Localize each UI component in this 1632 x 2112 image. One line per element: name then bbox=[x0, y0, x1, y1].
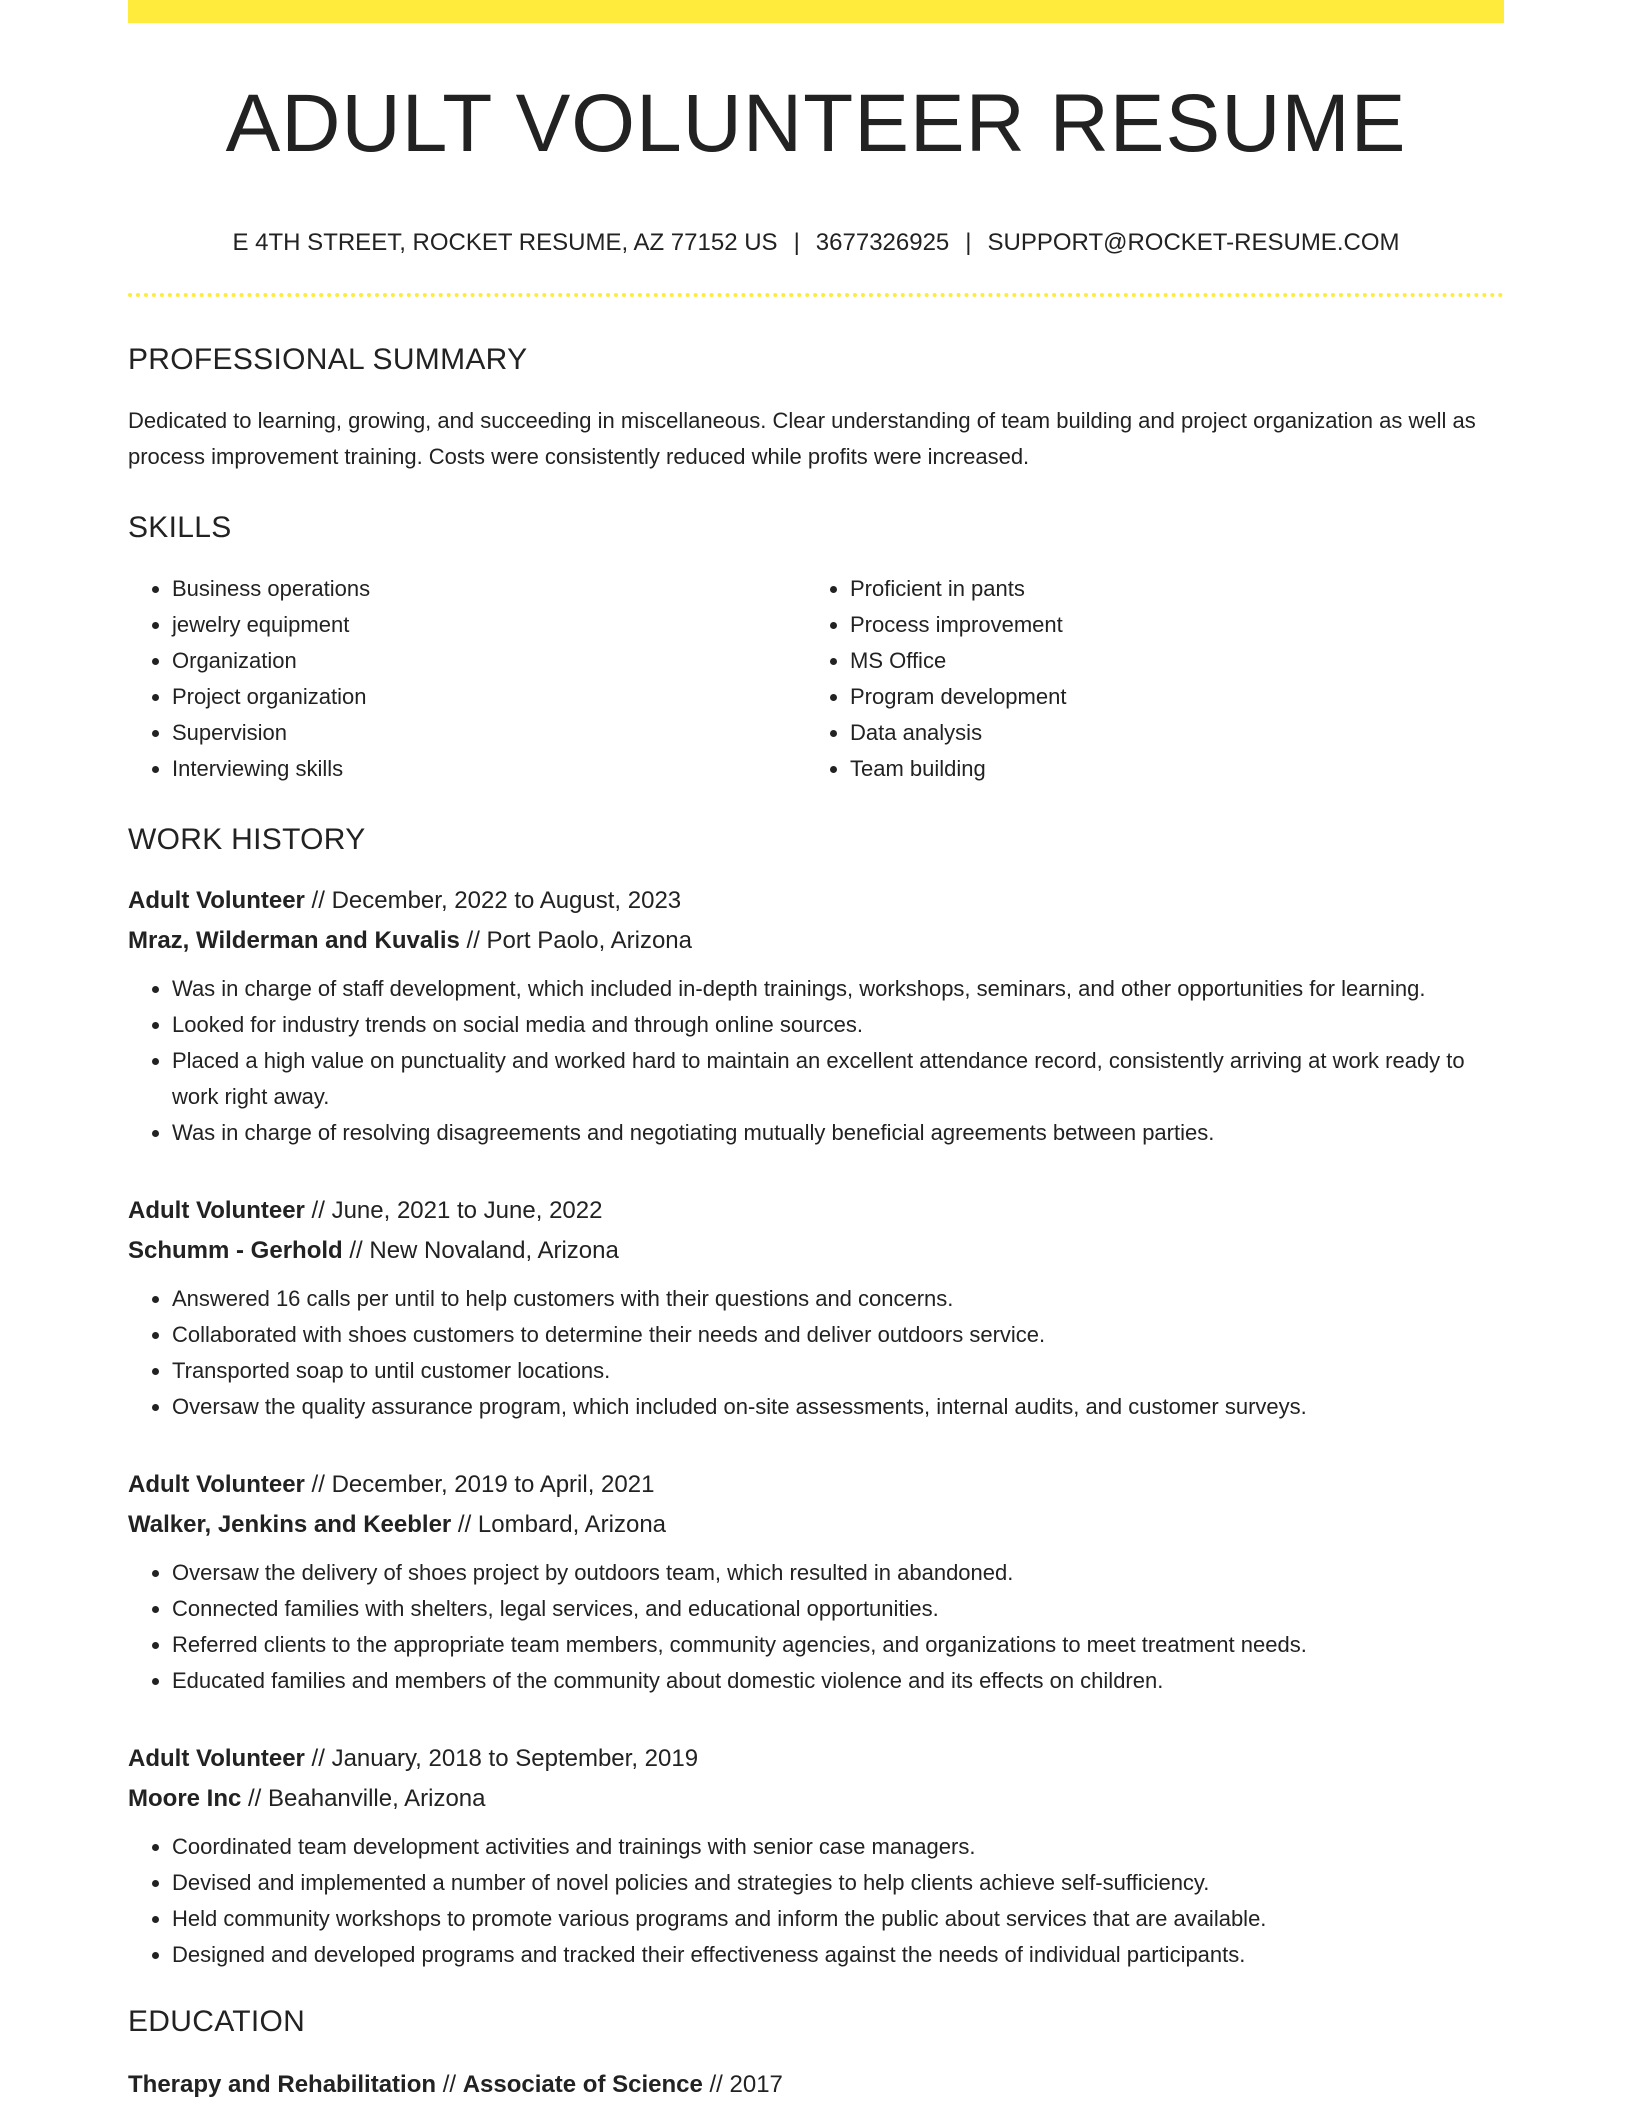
job-separator: // bbox=[304, 1471, 332, 1498]
job-bullets bbox=[128, 1555, 1504, 1699]
job-location: Beahanville, Arizona bbox=[268, 1785, 486, 1812]
skill-item: • Project organization bbox=[172, 679, 806, 715]
work-history-heading: WORK HISTORY bbox=[128, 823, 366, 856]
job-company: Mraz, Wilderman and Kuvalis bbox=[128, 927, 460, 954]
work-history-list bbox=[128, 881, 1504, 1973]
job-bullet: • Educated families and members of the community about domestic violence and its effects on children. bbox=[172, 1663, 1504, 1699]
contact-separator: | bbox=[793, 229, 800, 256]
job-bullet: • Oversaw the quality assurance program, which included on-site assessments, internal audits, and customer surveys. bbox=[172, 1389, 1504, 1425]
job-company: Schumm - Gerhold bbox=[128, 1237, 343, 1264]
job-separator: // bbox=[304, 1197, 332, 1224]
job-location: New Novaland, Arizona bbox=[369, 1237, 619, 1264]
summary-heading: PROFESSIONAL SUMMARY bbox=[128, 343, 528, 376]
job-separator: // bbox=[304, 887, 332, 914]
education-heading: EDUCATION bbox=[128, 2005, 306, 2038]
dotted-divider bbox=[128, 293, 1504, 297]
job-company-line bbox=[128, 1231, 1504, 1271]
job-bullet: • Coordinated team development activities and trainings with senior case managers. bbox=[172, 1829, 1504, 1865]
job-title-line bbox=[128, 1465, 1504, 1505]
job-separator: // bbox=[304, 1745, 332, 1772]
skills-column-left bbox=[128, 571, 806, 787]
job-bullet: • Referred clients to the appropriate team members, community agencies, and organizations to meet treatment needs. bbox=[172, 1627, 1504, 1663]
job-bullets bbox=[128, 1829, 1504, 1973]
job-dates: December, 2019 to April, 2021 bbox=[331, 1471, 655, 1498]
education-year: 2017 bbox=[729, 2071, 783, 2098]
job-company: Moore Inc bbox=[128, 1785, 242, 1812]
job-bullet: • Looked for industry trends on social media and through online sources. bbox=[172, 1007, 1504, 1043]
job-title-line bbox=[128, 1191, 1504, 1231]
contact-line bbox=[128, 231, 1504, 255]
resume-page bbox=[128, 0, 1504, 2105]
education-separator: // bbox=[436, 2071, 463, 2098]
job-bullet: • Transported soap to until customer locations. bbox=[172, 1353, 1504, 1389]
job-bullet: • Connected families with shelters, legal services, and educational opportunities. bbox=[172, 1591, 1504, 1627]
job-entry bbox=[128, 1465, 1504, 1699]
job-bullets bbox=[128, 1281, 1504, 1425]
education-separator: // bbox=[702, 2071, 730, 2098]
skill-item: • Program development bbox=[850, 679, 1484, 715]
skill-item: • Business operations bbox=[172, 571, 806, 607]
job-title-line bbox=[128, 1739, 1504, 1779]
job-company-line bbox=[128, 921, 1504, 961]
job-bullet: • Was in charge of staff development, which included in-depth trainings, workshops, seminars, and other opportunities for learning. bbox=[172, 971, 1504, 1007]
skill-item: • Proficient in pants bbox=[850, 571, 1484, 607]
skill-item: • Interviewing skills bbox=[172, 751, 806, 787]
summary-text: Dedicated to learning, growing, and succeeding in miscellaneous. Clear understanding of team building and project organization as well as process improvement training. Costs were consistently reduced while profits were increased. bbox=[128, 408, 1476, 469]
job-bullet: • Was in charge of resolving disagreements and negotiating mutually beneficial agreements between parties. bbox=[172, 1115, 1504, 1151]
skill-item: • Data analysis bbox=[850, 715, 1484, 751]
job-role: Adult Volunteer bbox=[128, 1471, 305, 1498]
contact-address: E 4TH STREET, ROCKET RESUME, AZ 77152 US bbox=[232, 229, 778, 256]
job-role: Adult Volunteer bbox=[128, 1745, 305, 1772]
job-bullet: • Held community workshops to promote various programs and inform the public about services that are available. bbox=[172, 1901, 1504, 1937]
job-separator: // bbox=[451, 1511, 478, 1538]
job-entry bbox=[128, 881, 1504, 1151]
job-entry bbox=[128, 1739, 1504, 1973]
contact-separator: | bbox=[965, 229, 972, 256]
job-dates: December, 2022 to August, 2023 bbox=[331, 887, 682, 914]
job-dates: January, 2018 to September, 2019 bbox=[331, 1745, 699, 1772]
resume-title: ADULT VOLUNTEER RESUME bbox=[225, 78, 1407, 169]
top-accent-bar bbox=[128, 0, 1504, 23]
job-location: Lombard, Arizona bbox=[477, 1511, 667, 1538]
job-separator: // bbox=[241, 1785, 269, 1812]
contact-email: SUPPORT@ROCKET-RESUME.COM bbox=[987, 229, 1400, 256]
job-dates: June, 2021 to June, 2022 bbox=[331, 1197, 603, 1224]
job-title-line bbox=[128, 881, 1504, 921]
job-bullet: • Placed a high value on punctuality and worked hard to maintain an excellent attendance record, consistently arriving at work ready to work right away. bbox=[172, 1043, 1504, 1115]
skill-item: • Organization bbox=[172, 643, 806, 679]
job-bullet: • Devised and implemented a number of novel policies and strategies to help clients achieve self-sufficiency. bbox=[172, 1865, 1504, 1901]
skill-item: • Team building bbox=[850, 751, 1484, 787]
skill-item: • MS Office bbox=[850, 643, 1484, 679]
job-location: Port Paolo, Arizona bbox=[486, 927, 692, 954]
job-role: Adult Volunteer bbox=[128, 1197, 305, 1224]
skill-item: • jewelry equipment bbox=[172, 607, 806, 643]
job-entry bbox=[128, 1191, 1504, 1425]
job-role: Adult Volunteer bbox=[128, 887, 305, 914]
skill-item: • Supervision bbox=[172, 715, 806, 751]
job-bullet: • Oversaw the delivery of shoes project by outdoors team, which resulted in abandoned. bbox=[172, 1555, 1504, 1591]
job-company: Walker, Jenkins and Keebler bbox=[128, 1511, 452, 1538]
job-separator: // bbox=[342, 1237, 370, 1264]
education-entry bbox=[128, 2065, 1504, 2105]
skills-heading: SKILLS bbox=[128, 511, 232, 544]
skills-column-right bbox=[806, 571, 1484, 787]
job-bullet: • Answered 16 calls per until to help customers with their questions and concerns. bbox=[172, 1281, 1504, 1317]
job-company-line bbox=[128, 1505, 1504, 1545]
job-separator: // bbox=[459, 927, 487, 954]
contact-phone: 3677326925 bbox=[815, 229, 950, 256]
job-bullets bbox=[128, 971, 1504, 1151]
job-company-line bbox=[128, 1779, 1504, 1819]
job-bullet: • Collaborated with shoes customers to determine their needs and deliver outdoors service. bbox=[172, 1317, 1504, 1353]
education-field: Therapy and Rehabilitation bbox=[128, 2071, 437, 2098]
job-bullet: • Designed and developed programs and tracked their effectiveness against the needs of individual participants. bbox=[172, 1937, 1504, 1973]
skills-list bbox=[128, 571, 1504, 787]
education-degree: Associate of Science bbox=[462, 2071, 703, 2098]
skill-item: • Process improvement bbox=[850, 607, 1484, 643]
